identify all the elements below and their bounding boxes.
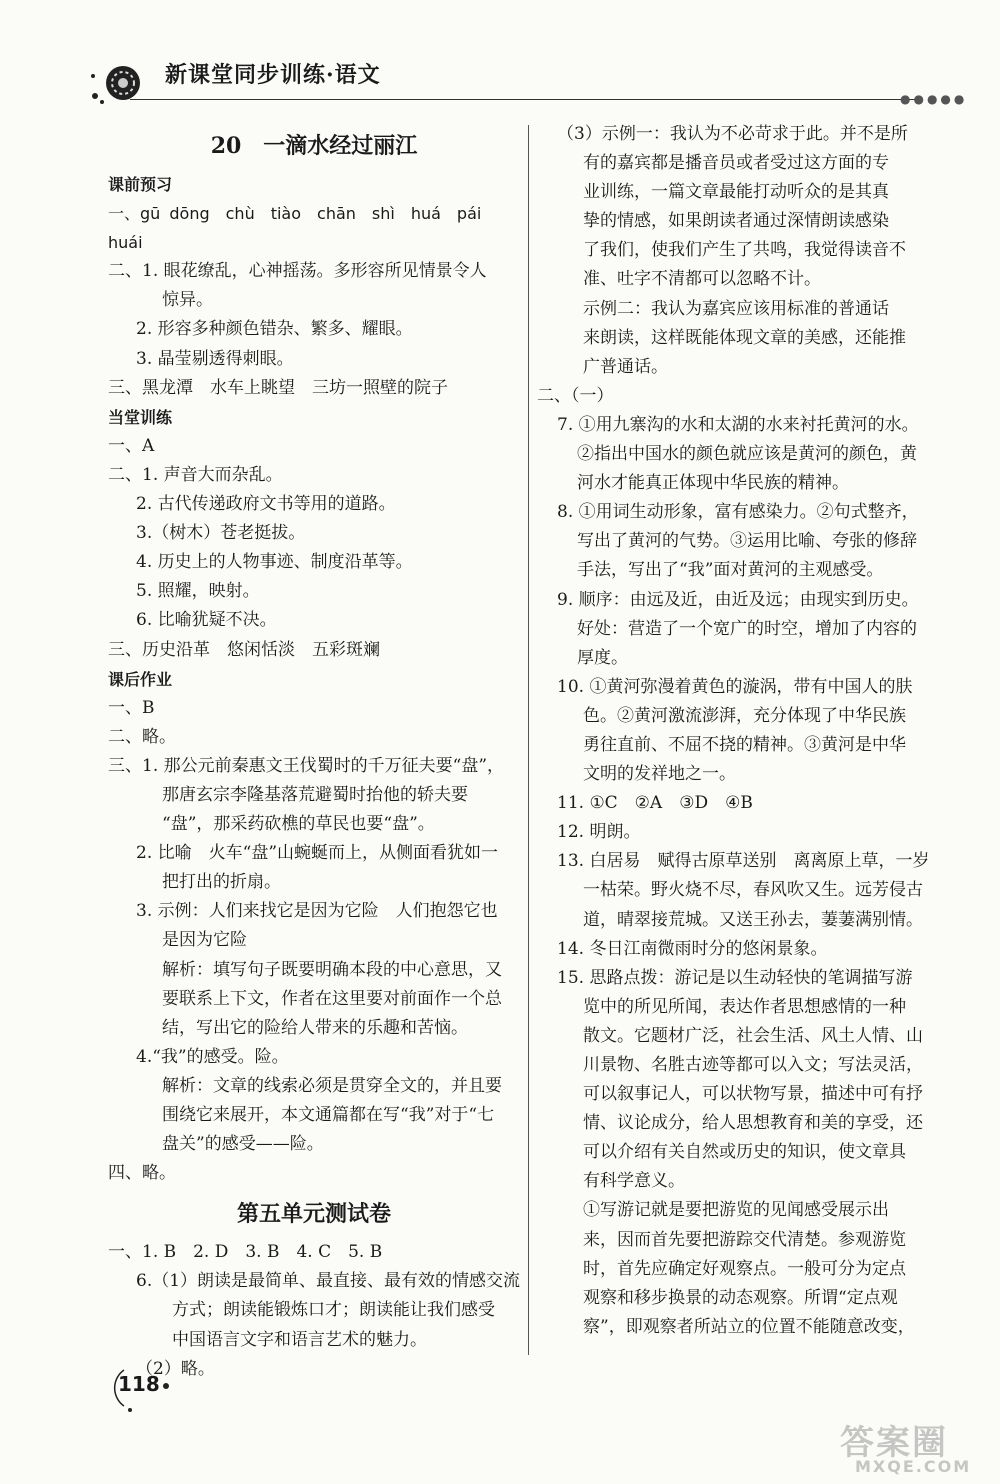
answer-line: ②指出中国水的颜色就应该是黄河的颜色，黄: [577, 444, 917, 465]
book-title: 新课堂同步训练·语文: [165, 62, 381, 88]
watermark-text: 答案圈: [840, 1423, 948, 1463]
answer-line: 观察和移步换景的动态观察。所谓“定点观: [583, 1287, 898, 1308]
answer-line: 勇往直前、不屈不挠的精神。③黄河是中华: [583, 734, 906, 755]
answer-line: 惊异。: [162, 290, 213, 311]
answer-line: 二、略。: [108, 726, 176, 747]
answer-line: 中国语言文字和语言艺术的魅力。: [172, 1329, 427, 1350]
answer-line: 一、A: [108, 435, 155, 456]
answer-line: 11. ①C ②A ③D ④B: [557, 793, 753, 814]
answer-line: 2. 形容多种颜色错杂、繁多、耀眼。: [136, 319, 413, 340]
answer-line: 二、（一）: [537, 385, 614, 406]
column-divider: [528, 125, 529, 1355]
answer-line: 一、B: [108, 697, 155, 718]
answer-line: 了我们，使我们产生了共鸣，我觉得读音不: [583, 240, 906, 261]
answer-line: 12. 明朗。: [557, 822, 641, 843]
page-number: 118: [118, 1372, 160, 1396]
answer-line: 察”，即观察者所站立的位置不能随意改变，: [583, 1316, 915, 1337]
answer-line: 3. 示例：人们来找它是因为它险 人们抱怨它也: [136, 901, 498, 922]
answer-line: 二、1. 声音大而杂乱。: [108, 464, 283, 485]
answer-line: 三、历史沿革 悠闲恬淡 五彩斑斓: [108, 639, 380, 660]
answer-line: 有的嘉宾都是播音员或者受过这方面的专: [583, 153, 889, 174]
answer-line: 色。②黄河激流澎湃，充分体现了中华民族: [583, 705, 906, 726]
answer-line: 3. 晶莹剔透得刺眼。: [136, 348, 294, 369]
watermark-logo: [840, 1415, 990, 1480]
answer-line: 三、黑龙潭 水车上眺望 三坊一照壁的院子: [108, 377, 448, 398]
answer-line: 13. 白居易 赋得古原草送别 离离原上草，一岁: [557, 851, 930, 872]
answer-line: 盘关”的感受——险。: [162, 1134, 324, 1155]
answer-line: 业训练，一篇文章最能打动听众的是其真: [583, 182, 889, 203]
answer-line: 有科学意义。: [583, 1171, 685, 1192]
answer-line: 把打出的折扇。: [162, 872, 281, 893]
after-class-heading: 课后作业: [108, 669, 173, 689]
header-dots-ornament: ●●●●●: [900, 92, 968, 106]
answer-line: 川景物、名胜古迹等都可以入文；写法灵活，: [583, 1055, 923, 1075]
answer-line: 9. 顺序：由远及近，由近及远；由现实到历史。: [557, 589, 919, 610]
answer-line: 一枯荣。野火烧不尽，春风吹又生。远芳侵古: [583, 880, 923, 901]
answer-line: 手法，写出了“我”面对黄河的主观感受。: [577, 560, 884, 581]
in-class-heading: 当堂训练: [108, 407, 173, 427]
answer-line: 道，晴翠接荒城。又送王孙去，萋萋满别情。: [583, 909, 923, 930]
answer-line: 来朗读，这样既能体现文章的美感，还能推: [583, 327, 906, 348]
book-logo-icon: [85, 58, 145, 108]
answer-line: 写出了黄河的气势。③运用比喻、夸张的修辞: [577, 531, 917, 552]
answer-line: 4. 历史上的人物事迹、制度沿革等。: [136, 552, 413, 573]
answer-line: 2. 比喻 火车“盘”山蜿蜒而上，从侧面看犹如一: [136, 843, 499, 864]
answer-line: 四、略。: [108, 1163, 176, 1184]
answer-line: 8. ①用词生动形象，富有感染力。②句式整齐，: [557, 502, 919, 523]
answer-line: 可以介绍有关自然或历史的知识，使文章具: [583, 1142, 906, 1163]
answer-line: 结，写出它的险给人带来的乐趣和苦恼。: [162, 1017, 468, 1038]
answer-line: 示例二：我认为嘉宾应该用标准的普通话: [583, 298, 889, 319]
answer-line: 广普通话。: [583, 356, 668, 377]
answer-line: 5. 照耀，映射。: [136, 581, 260, 602]
answer-line: 3.（树木）苍老挺拔。: [136, 523, 306, 544]
header-divider: [130, 99, 920, 100]
lesson-title: 20 一滴水经过丽江: [210, 133, 418, 159]
answer-line: 6. 比喻犹疑不决。: [136, 610, 277, 631]
answer-line: 2. 古代传递政府文书等用的道路。: [136, 494, 396, 515]
answer-line: 7. ①用九寨沟的水和太湖的水来衬托黄河的水。: [557, 414, 919, 435]
answer-line: 10. ①黄河弥漫着黄色的漩涡，带有中国人的肤: [557, 676, 913, 697]
answer-line: 情、议论成分，给人思想教育和美的享受，还: [583, 1113, 923, 1134]
answer-line: ①写游记就是要把游览的见闻感受展示出: [583, 1200, 889, 1221]
answer-line: 6.（1）朗读是最简单、最直接、最有效的情感交流: [136, 1271, 521, 1292]
answer-line: 厚度。: [577, 647, 628, 668]
answer-line: 准、吐字不清都可以忽略不计。: [583, 269, 821, 290]
watermark-url: MXQE.COM: [855, 1457, 972, 1476]
right-column: [537, 120, 949, 1342]
answer-line: 4.“我”的感受。险。: [136, 1046, 289, 1067]
answer-line: 围绕它来展开，本文通篇都在写“我”对于“七: [162, 1105, 495, 1125]
pinyin-answer-line: 一、gū dōng chù tiào chān shì huá pái huái: [108, 204, 482, 253]
answer-line: 可以叙事记人，可以状物写景，描述中可有抒: [583, 1084, 923, 1105]
answer-line: 好处：营造了一个宽广的时空，增加了内容的: [577, 618, 917, 639]
answer-line: 15. 思路点拨：游记是以生动轻快的笔调描写游: [557, 967, 913, 988]
pre-class-heading: 课前预习: [108, 175, 173, 194]
answer-line: 14. 冬日江南微雨时分的悠闲景象。: [557, 938, 828, 959]
answer-line: 二、1. 眼花缭乱，心神摇荡。多形容所见情景令人: [108, 261, 487, 282]
answer-line: 来，因而首先要把游踪交代清楚。参观游览: [583, 1229, 906, 1250]
unit-test-title: 第五单元测试卷: [236, 1201, 391, 1228]
page-number-badge: [110, 1362, 170, 1412]
answer-line: “盘”，那采药砍樵的草民也要“盘”。: [162, 814, 435, 835]
answer-line: 是因为它险: [162, 930, 247, 951]
answer-line: 要联系上下文，作者在这里要对前面作一个总: [162, 988, 502, 1009]
answer-line: 散文。它题材广泛，社会生活、风土人情、山: [583, 1025, 923, 1046]
answer-line: 一、1. B 2. D 3. B 4. C 5. B: [108, 1242, 383, 1263]
answer-line: （2）略。: [136, 1358, 215, 1379]
answer-line: 时，首先应确定好观察点。一般可分为定点: [583, 1258, 906, 1279]
answer-line: 河水才能真正体现中华民族的精神。: [577, 473, 849, 494]
answer-line: 解析：填写句子既要明确本段的中心意思，又: [162, 959, 502, 980]
page-header: [0, 0, 1000, 110]
answer-line: （3）示例一：我认为不必苛求于此。并不是所: [557, 124, 908, 144]
answer-line: 那唐玄宗李隆基落荒避蜀时抬他的轿夫要: [162, 784, 468, 805]
answer-line: 解析：文章的线索必须是贯穿全文的，并且要: [162, 1075, 502, 1096]
answer-line: 三、1. 那公元前秦惠文王伐蜀时的千万征夫要“盘”，: [108, 755, 505, 776]
answer-line: 挚的情感，如果朗读者通过深情朗读感染: [583, 211, 889, 232]
answer-line: 文明的发祥地之一。: [583, 764, 736, 785]
answer-line: 方式；朗读能锻炼口才；朗读能让我们感受: [172, 1300, 495, 1321]
answer-line: 览中的所见所闻，表达作者思想感情的一种: [583, 996, 906, 1017]
left-column: [108, 120, 520, 1384]
